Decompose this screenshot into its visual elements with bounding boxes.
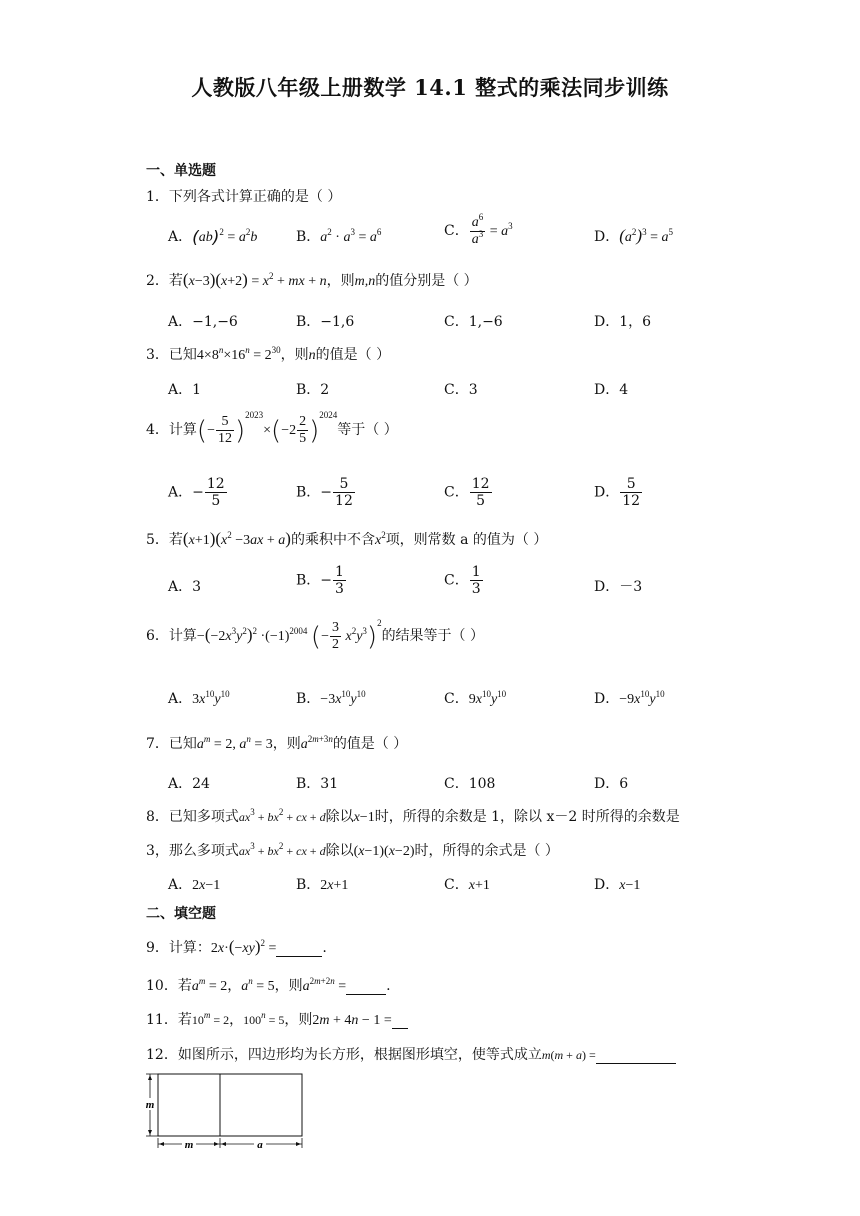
outer-rectangle	[158, 1074, 302, 1136]
answer-blank[interactable]	[392, 1014, 408, 1029]
answer-blank[interactable]	[276, 942, 322, 957]
q1-option-d: D．$(a^2)^3 = a^5$	[594, 226, 673, 245]
q2-option-d: D．1，6	[594, 314, 652, 330]
question-4: 4．计算(− $\frac{5}{12}$ )$^{2023}$×(−2 $\frac{2}{5}$ )$^{2024}$等于（ ）	[146, 409, 398, 447]
section-heading-fill-blank: 二、填空题	[146, 906, 216, 922]
question-text: 下列各式计算正确的是（ ）	[168, 189, 342, 205]
page-title: 人教版八年级上册数学 14.1 整式的乘法同步训练	[191, 75, 669, 100]
question-10: 10．若$a^m = 2$，$a^n = 5$，则$a^{2m+2n}$ = .	[146, 976, 391, 994]
q7-option-a: A．24	[168, 776, 210, 792]
label-m-bottom: m	[184, 1139, 194, 1151]
q8-option-a: A．2x−1	[168, 877, 221, 893]
question-11: 11．若10$^m$ = 2，100$^n$ = 5，则2m + 4n − 1 =	[146, 1009, 408, 1029]
question-12: 12．如图所示，四边形均为长方形，根据图形填空，使等式成立m(m + a) =	[146, 1044, 676, 1064]
q1-option-a: A．$(ab)^2 = a^2b$	[168, 227, 258, 248]
question-3: 3．已知$4\times 8^n\times 16^n = 2^{30}$，则n的值是（ ）	[146, 345, 391, 363]
q6-option-b: B．$-3x^{10}y^{10}$	[296, 689, 366, 707]
rectangle-figure	[140, 1068, 310, 1152]
q8-option-c: C．x+1	[444, 877, 490, 893]
q7-option-c: C．108	[444, 776, 496, 792]
question-6: 6．计算$-(-2x^3y^2)^2 \cdot(-1)^{2004}$ (− $\frac{3}{2}$ $x^2y^3)^2$的结果等于（ ）	[146, 617, 485, 653]
question-7: 7．已知$a^m = 2$, $a^n = 3$，则$a^{2m+3n}$的值是（ ）	[146, 734, 408, 752]
question-number: 1．	[146, 189, 169, 205]
question-8-line-1: 8．已知多项式$ax^3 + bx^2$ + cx + d除以x−1时，所得的余数是 1，除以 x－2 时所得的余数是	[146, 807, 680, 825]
q4-option-b: B．− $\frac{5}{12}$	[296, 476, 353, 510]
q1-option-c: C． $\frac{a^6}{a^3}$ = $a^3$	[444, 212, 513, 248]
question-8-line-2: 3，那么多项式$ax^3 + bx^2$ + cx + d除以(x−1)(x−2)时，所得的余式是（ ）	[146, 841, 559, 859]
q4-option-d: D． $\frac{5}{12}$	[594, 476, 641, 510]
q5-option-a: A．3	[168, 579, 202, 595]
label-m-side: m	[145, 1099, 155, 1111]
q3-option-c: C．3	[444, 382, 478, 398]
question-9: 9．计算：$2x\cdot(-xy)^2$ = .	[146, 937, 327, 956]
q4-option-a: A．− $\frac{12}{5}$	[168, 476, 225, 510]
q5-option-b: B．− $\frac{1}{3}$	[296, 564, 344, 598]
q2-option-b: B．−1,6	[296, 314, 355, 330]
q8-option-d: D．x−1	[594, 877, 641, 893]
q3-option-b: B．2	[296, 382, 330, 398]
q2-option-c: C．1,−6	[444, 314, 503, 330]
q6-option-a: A．$3x^{10}y^{10}$	[168, 689, 230, 707]
q7-option-b: B．31	[296, 776, 339, 792]
q8-option-b: B．2x+1	[296, 877, 349, 893]
q1-option-b: B．$a^2 \cdot a^3 = a^6$	[296, 227, 382, 245]
q5-option-d: D．－3	[594, 579, 643, 595]
q5-option-c: C． $\frac{1}{3}$	[444, 564, 481, 598]
answer-blank[interactable]	[596, 1049, 676, 1064]
q2-option-a: A．−1,−6	[168, 314, 238, 330]
q6-option-d: D．$-9x^{10}y^{10}$	[594, 689, 665, 707]
q4-option-c: C． $\frac{12}{5}$	[444, 476, 490, 510]
question-1	[146, 186, 341, 206]
question-5: 5．若$(x+1)(x^2 -3ax + a)$的乘积中不含$x^2$项，则常数 a 的值为（ ）	[146, 529, 548, 548]
q7-option-d: D．6	[594, 776, 629, 792]
answer-blank[interactable]	[346, 980, 386, 995]
q3-option-a: A．1	[168, 382, 202, 398]
q6-option-c: C．$9x^{10}y^{10}$	[444, 689, 507, 707]
q3-option-d: D．4	[594, 382, 629, 398]
label-a-bottom: a	[257, 1139, 263, 1151]
question-2: 2．若$(x-3)(x+2) = x^2$ + mx + n，则m,n的值分别是（ ）	[146, 270, 478, 289]
section-heading-single-choice: 一、单选题	[146, 163, 216, 179]
